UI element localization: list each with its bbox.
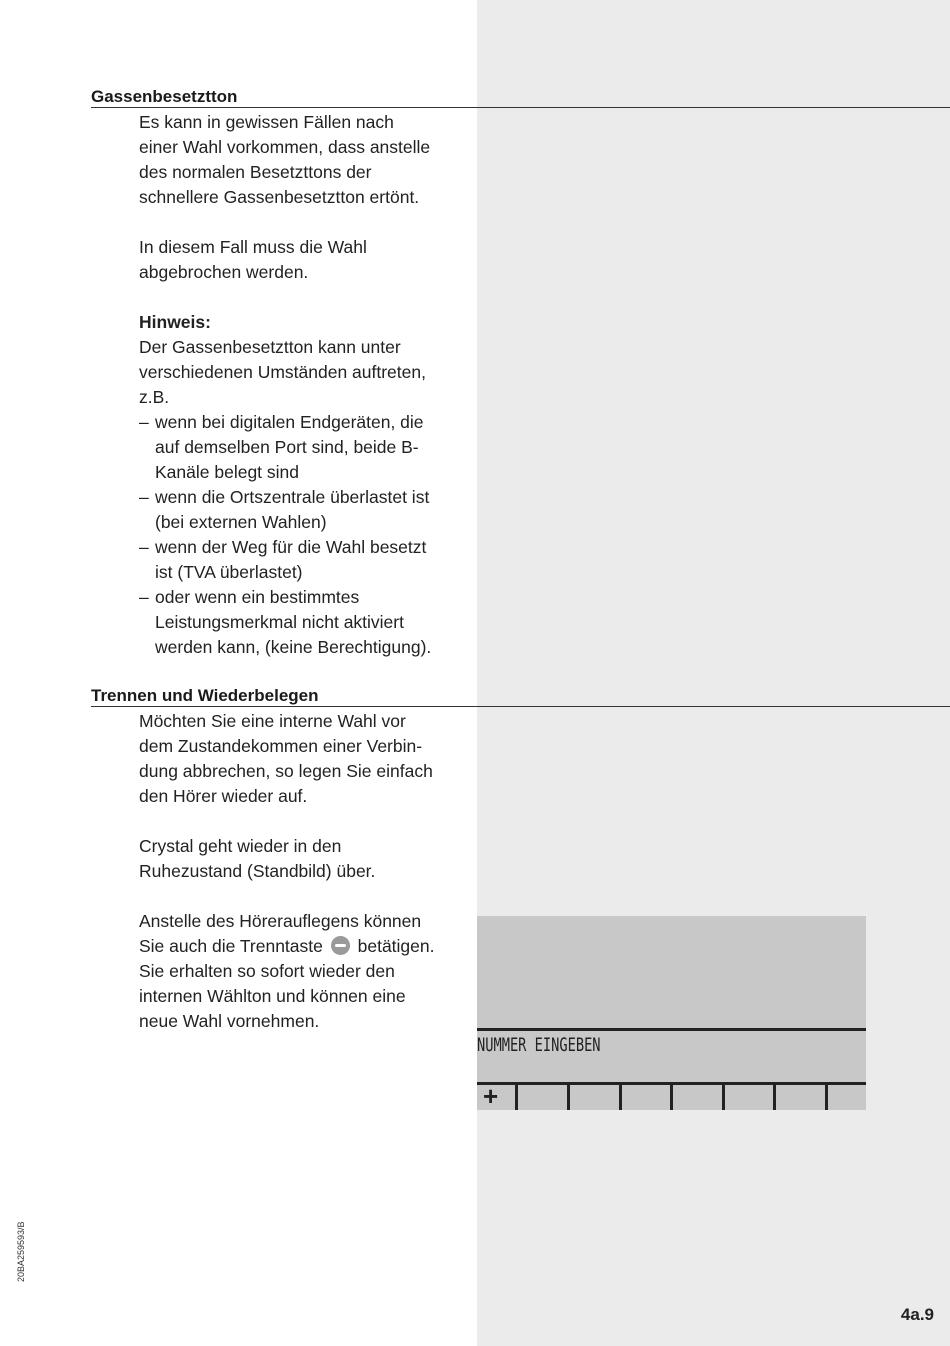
text-line: (bei externen Wahlen)	[155, 512, 327, 532]
text-line: dung abbrechen, so legen Sie einfach	[139, 761, 433, 781]
document-code: 20BA259593/B	[16, 1221, 26, 1282]
text-line: – oder wenn ein bestimmtes	[155, 587, 360, 607]
softkey-divider	[773, 1085, 776, 1110]
softkey-divider	[619, 1085, 622, 1110]
section-body-trennen	[139, 709, 469, 1059]
text-line: Kanäle belegt sind	[155, 462, 299, 482]
hint-block	[139, 310, 469, 660]
bullet-list	[139, 410, 469, 660]
text-fragment: betätigen.	[357, 936, 435, 956]
text-line: Leistungsmerkmal nicht aktiviert	[155, 612, 404, 632]
display-text: NUMMER EINGEBEN	[477, 1034, 601, 1056]
softkey-row	[477, 1081, 866, 1111]
text-line: verschiedenen Umständen auftreten,	[139, 362, 426, 382]
section-heading-trennen-und-wiederbelegen: Trennen und Wiederbelegen	[91, 686, 950, 707]
paragraph	[139, 709, 469, 809]
softkey-divider	[567, 1085, 570, 1110]
text-line: werden kann, (keine Berechtigung).	[155, 637, 432, 657]
softkey-divider	[515, 1085, 518, 1110]
text-line: Ruhezustand (Standbild) über.	[139, 861, 376, 881]
text-line: z.B.	[139, 387, 170, 407]
text-line: schnellere Gassenbesetztton ertönt.	[139, 187, 420, 207]
softkey-divider	[722, 1085, 725, 1110]
paragraph	[139, 110, 469, 210]
text-line: Möchten Sie eine interne Wahl vor	[139, 711, 406, 731]
text-line: dem Zustandekommen einer Verbin-	[139, 736, 423, 756]
text-line: abgebrochen werden.	[139, 262, 309, 282]
text-line: Der Gassenbesetztton kann unter	[139, 337, 401, 357]
text-line: ist (TVA überlastet)	[155, 562, 303, 582]
text-line: Crystal geht wieder in den	[139, 836, 342, 856]
text-line: Es kann in gewissen Fällen nach	[139, 112, 394, 132]
text-line: den Hörer wieder auf.	[139, 786, 308, 806]
list-item	[139, 535, 469, 585]
softkey-divider	[825, 1085, 828, 1110]
list-item	[139, 485, 469, 535]
text-fragment: Sie auch die Trenntaste	[139, 936, 323, 956]
hint-title: Hinweis:	[139, 312, 211, 332]
text-line: auf demselben Port sind, beide B-	[155, 437, 419, 457]
text-line-with-icon	[139, 934, 469, 959]
paragraph	[139, 834, 469, 884]
text-line: – wenn der Weg für die Wahl besetzt	[155, 537, 427, 557]
page-number: 4a.9	[900, 1305, 934, 1324]
text-line: In diesem Fall muss die Wahl	[139, 237, 367, 257]
display-divider	[477, 1028, 866, 1031]
text-line: neue Wahl vornehmen.	[139, 1011, 320, 1031]
softkey-divider	[670, 1085, 673, 1110]
list-item	[139, 585, 469, 660]
paragraph	[139, 235, 469, 285]
text-line: internen Wählton und können eine	[139, 986, 406, 1006]
trenntaste-icon	[331, 936, 350, 955]
text-line: Sie erhalten so sofort wieder den	[139, 961, 395, 981]
phone-display	[477, 916, 866, 1110]
right-margin-panel	[477, 0, 950, 1346]
text-line: einer Wahl vorkommen, dass anstelle	[139, 137, 431, 157]
text-line: des normalen Besetzttons der	[139, 162, 372, 182]
softkey-plus: +	[483, 1081, 499, 1111]
paragraph	[139, 909, 469, 1034]
list-item	[139, 410, 469, 485]
section-body-gassenbesetztton	[139, 110, 469, 685]
text-line: – wenn bei digitalen Endgeräten, die	[155, 412, 424, 432]
text-line: Anstelle des Hörerauflegens können	[139, 911, 422, 931]
text-line: – wenn die Ortszentrale überlastet ist	[155, 487, 430, 507]
section-heading-gassenbesetztton: Gassenbesetztton	[91, 87, 950, 108]
